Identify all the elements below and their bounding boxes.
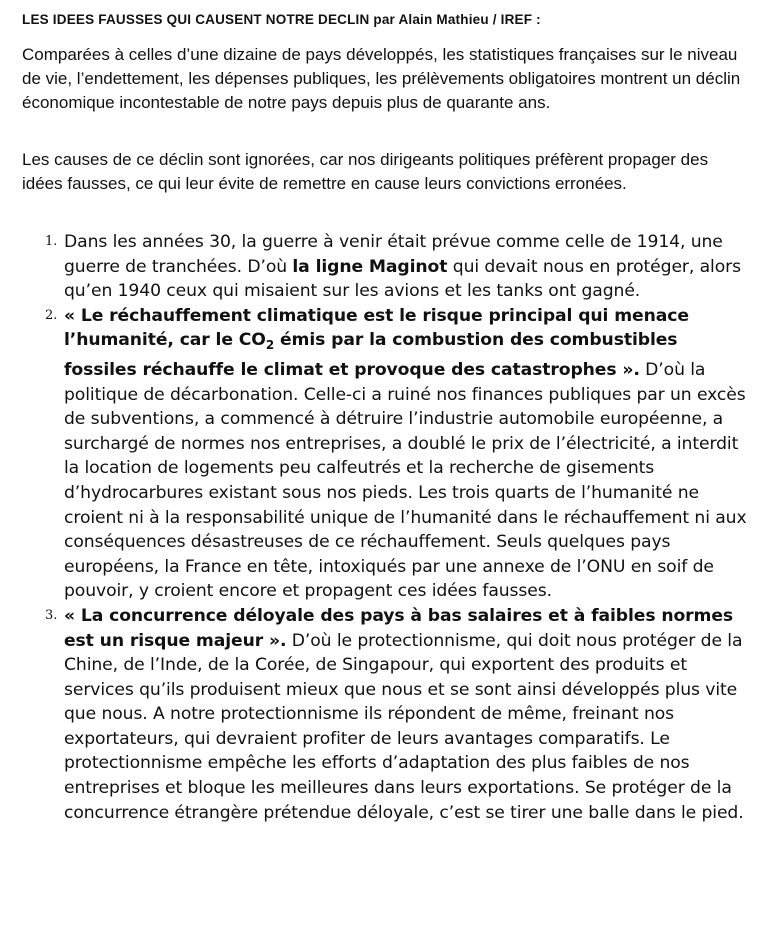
list-item-text [64, 230, 754, 304]
bold-part: « Le réchauffement climatique est le risque principal qui menace l’humanité, car le CO [64, 305, 689, 351]
item-bold-statement: « La concurrence déloyale des pays à bas salaires et à faibles normes est un risque majeur ». [64, 605, 734, 651]
bold-part: émis par la combustion des combustibles fossiles réchauffe le climat et provoque des catastrophes ». [64, 330, 678, 380]
intro-paragraph-2: Les causes de ce déclin sont ignorées, car nos dirigeants politiques préfèrent propager des idées fausses, ce qui leur évite de remettre en cause leurs convictions erronées. [22, 150, 709, 193]
item-bold-phrase: la ligne Maginot [292, 256, 448, 277]
list-item-text [64, 304, 754, 604]
numbered-list [0, 230, 768, 825]
item-text-part: Dans les années 30, la guerre à venir était prévue comme celle de 1914, une guerre de tranchées. D’où [64, 232, 723, 277]
list-number: 2. [45, 307, 58, 323]
list-item-3 [0, 604, 768, 825]
list-item-1 [0, 230, 768, 304]
item-text-part: D’où la politique de décarbonation. Celle-ci a ruiné nos finances publiques par un excès de subventions, a commencé à détruire l’industrie automobile européenne, a surchargé de normes nos entreprises, a doublé le prix de l’électricité, a interdit la location de logements peu calfeutrés et la recherche de gisements d’hydrocarbures existant sous nos pieds. Les trois quarts de l’humanité ne croient ni à la responsabilité unique de l’humanité dans le réchauffement ni aux conséquences désastreuses de ce réchauffement. Seuls quelques pays européens, la France en tête, intoxiqués par une annexe de l’ONU en soif de pouvoir, y croient encore et propagent ces idées fausses. [64, 359, 747, 602]
article-title: LES IDEES FAUSSES QUI CAUSENT NOTRE DECLIN par Alain Mathieu / IREF : [22, 12, 541, 27]
list-number: 1. [45, 234, 58, 249]
list-item-text [64, 604, 754, 825]
subscript: 2 [265, 338, 275, 353]
item-text-part: D’où le protectionnisme, qui doit nous protéger de la Chine, de l’Inde, de la Corée, de Singapour, qui exportent des produits et services qu’ils produisent mieux que nous et se sont ainsi développés plus vite que nous. A notre protectionnisme ils répondent de même, freinant nos exportateurs, qui devraient profiter de leurs avantages comparatifs. Le protectionnisme empêche les efforts d’adaptation des plus faibles de nos entreprises et bloque les meilleures dans leurs exportations. Se protéger de la concurrence étrangère prétendue déloyale, c’est se tirer une balle dans le pied. [64, 630, 744, 823]
item-text-part: qui devait nous en protéger, alors qu’en 1940 ceux qui misaient sur les avions et les tanks ont gagné. [64, 256, 741, 302]
list-item-2 [0, 304, 768, 604]
list-number: 3. [45, 607, 58, 623]
item-bold-statement [64, 306, 689, 380]
intro-paragraph-1: Comparées à celles d’une dizaine de pays développés, les statistiques françaises sur le niveau de vie, l’endettement, les dépenses publiques, les prélèvements obligatoires montrent un déclin économique incontestable de notre pays depuis plus de quarante ans. [22, 45, 741, 112]
